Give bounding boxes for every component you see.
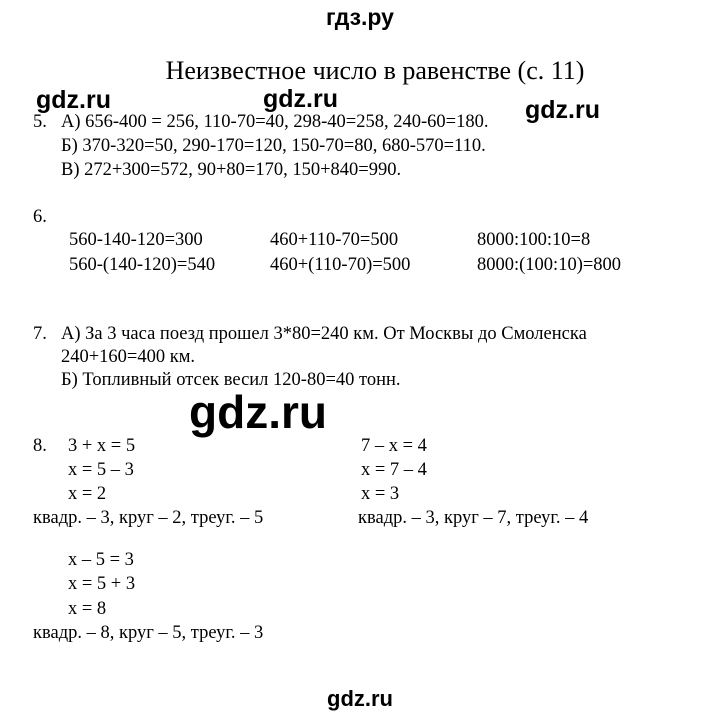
task8-right-answer: квадр. – 3, круг – 7, треуг. – 4 (358, 508, 589, 528)
task5-line-c: В) 272+300=572, 90+80=170, 150+840=990. (61, 160, 402, 180)
task6-r1-c3: 8000:100:10=8 (477, 230, 591, 250)
watermark-top: гдз.ру (326, 4, 394, 30)
task5-line-b: Б) 370-320=50, 290-170=120, 150-70=80, 680-570=110. (61, 136, 486, 156)
task7-number: 7. (33, 324, 47, 344)
task8-left-eq3: x = 2 (68, 484, 107, 504)
task8-bottom-eq3: x = 8 (68, 599, 107, 619)
task8-bottom-eq1: x – 5 = 3 (68, 550, 134, 570)
watermark-large: gdz.ru (189, 386, 327, 438)
watermark-middle: gdz.ru (263, 85, 338, 113)
task8-right-eq3: x = 3 (361, 484, 400, 504)
task8-bottom-answer: квадр. – 8, круг – 5, треуг. – 3 (33, 623, 264, 643)
task5-line-a: А) 656-400 = 256, 110-70=40, 298-40=258, 240-60=180. (61, 112, 489, 132)
task5-number: 5. (33, 112, 47, 132)
watermark-right: gdz.ru (525, 96, 600, 124)
task8-right-eq1: 7 – x = 4 (361, 436, 427, 456)
task8-left-eq1: 3 + x = 5 (68, 436, 136, 456)
task6-number: 6. (33, 207, 47, 227)
task6-r2-c1: 560-(140-120)=540 (69, 255, 216, 275)
watermark-bottom: gdz.ru (327, 686, 393, 711)
task7-line-a2: 240+160=400 км. (61, 347, 196, 367)
task8-right-eq2: x = 7 – 4 (361, 460, 427, 480)
task8-number: 8. (33, 436, 47, 456)
task6-r1-c2: 460+110-70=500 (270, 230, 399, 250)
task7-line-b: Б) Топливный отсек весил 120-80=40 тонн. (61, 370, 401, 390)
task8-bottom-eq2: x = 5 + 3 (68, 574, 136, 594)
task7-line-a1: А) За 3 часа поезд прошел 3*80=240 км. От Москвы до Смоленска (61, 324, 587, 344)
task8-left-eq2: x = 5 – 3 (68, 460, 134, 480)
watermark-left: gdz.ru (36, 86, 111, 114)
task6-r2-c2: 460+(110-70)=500 (270, 255, 411, 275)
task8-left-answer: квадр. – 3, круг – 2, треуг. – 5 (33, 508, 264, 528)
task6-r1-c1: 560-140-120=300 (69, 230, 203, 250)
page-title: Неизвестное число в равенстве (с. 11) (165, 56, 585, 85)
task6-r2-c3: 8000:(100:10)=800 (477, 255, 622, 275)
